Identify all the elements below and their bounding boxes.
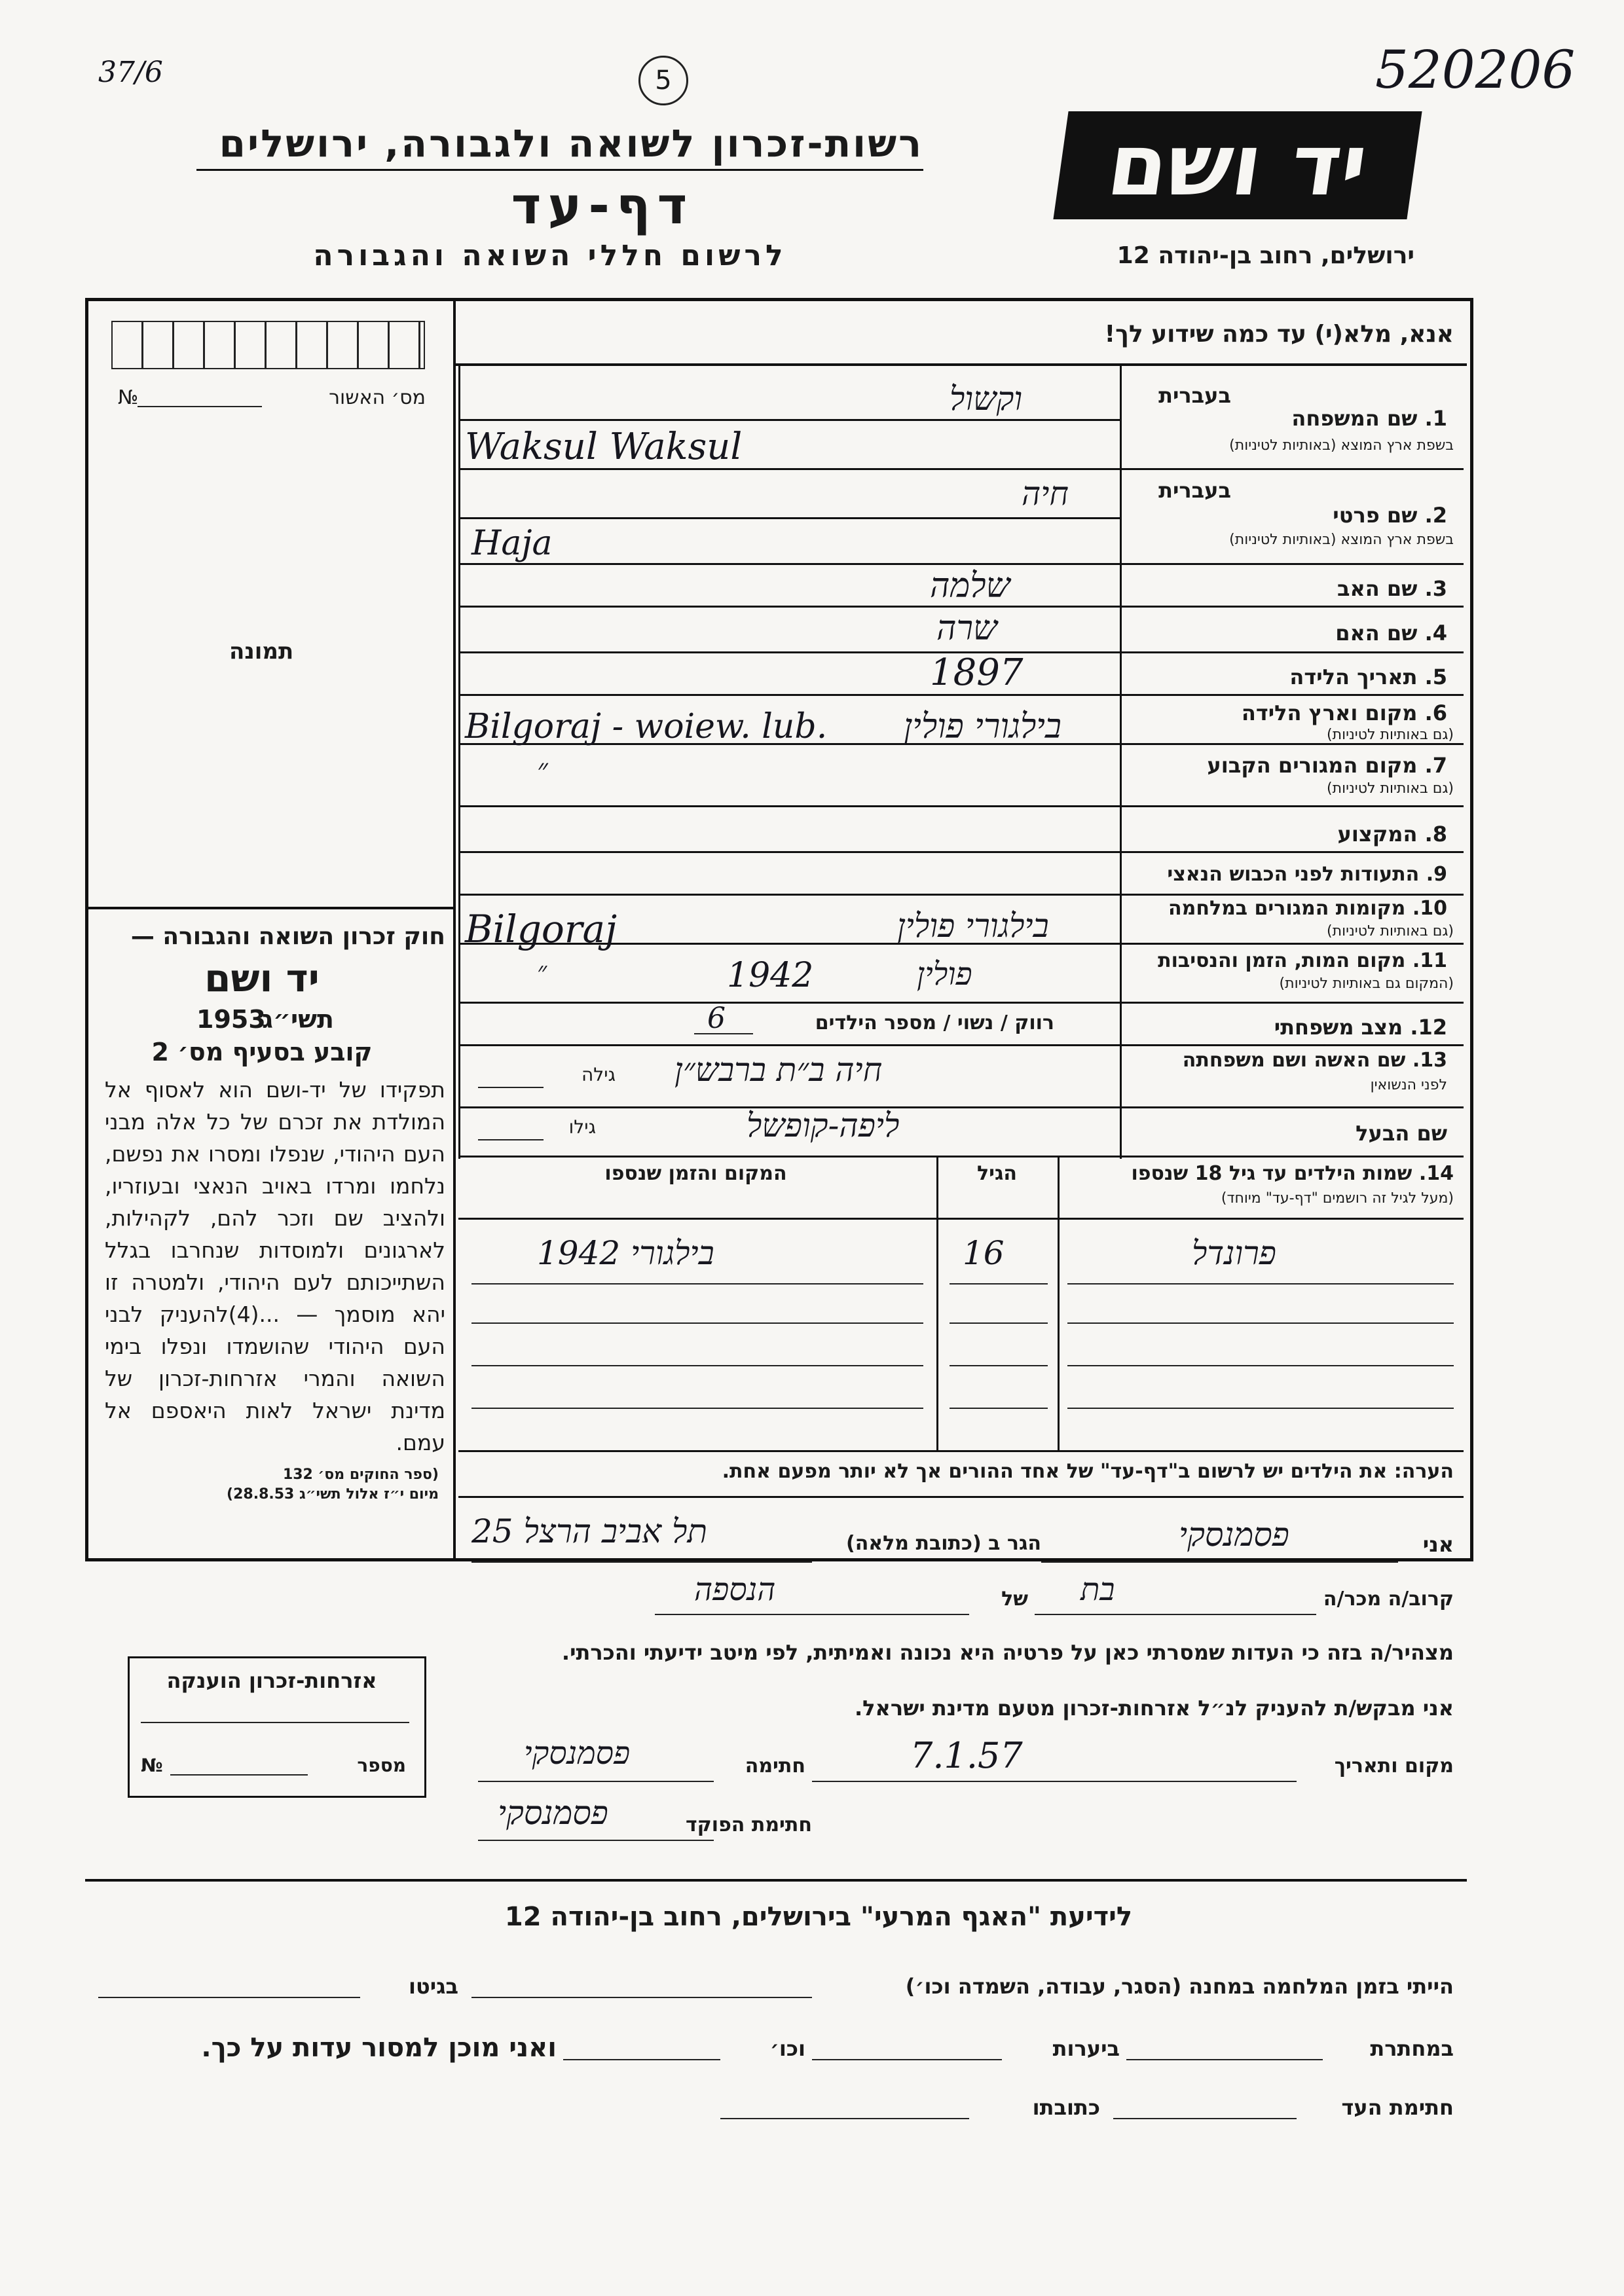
f12-label-text: מצב משפחתי	[1274, 1015, 1403, 1040]
decl-of-line	[655, 1614, 969, 1615]
child-row-line	[471, 1322, 923, 1324]
note: הערה: את הילדים יש לרשום ב"דף-עד" של אחד ההורים אך לא יותר מפעם אחת.	[722, 1460, 1454, 1483]
law-source-2: מיום י״ז אלול תשי״ג 28.8.53)	[227, 1486, 439, 1503]
law-name: יד ושם	[204, 956, 320, 1000]
f13-sub: לפני הנשואין	[1370, 1077, 1447, 1093]
value-column-left	[458, 363, 460, 1159]
child-row-line	[950, 1408, 1048, 1409]
decl-lives-label: הגר ב (כתובת מלאה)	[845, 1532, 1041, 1555]
f13-age-line	[478, 1087, 544, 1088]
footer-witness-line	[1113, 2118, 1297, 2119]
decl-address-value: תל אביב הרצל 25	[471, 1512, 707, 1550]
f11-num: 11.	[1412, 949, 1447, 972]
f10-sub: (גם באותיות לטיניות)	[1327, 923, 1454, 939]
f12-children: 6	[707, 1002, 726, 1035]
decl-i-label: אני	[1422, 1532, 1454, 1557]
photo-label: תמונה	[229, 638, 294, 665]
f7-label-text: מקום המגורים הקבוע	[1207, 753, 1418, 778]
f10-num: 10.	[1412, 897, 1447, 920]
decl-place-date-label: מקום ותאריך	[1334, 1755, 1454, 1777]
f6-value-hebrew: בילגורי פולין	[904, 707, 1061, 746]
decl-signature-label: חתימה	[745, 1755, 805, 1777]
permit-no-symbol: №	[118, 386, 139, 409]
f13-age-label: גילה	[581, 1064, 616, 1085]
f8-label-text: המקצוע	[1337, 822, 1418, 847]
f2-num: 2.	[1424, 503, 1447, 528]
f1-num: 1.	[1424, 406, 1447, 431]
f5-value: 1897	[930, 651, 1024, 694]
f12-num: 12.	[1410, 1015, 1447, 1040]
footer-notice: לידיעת "האגף המרעי" בירושלים, רחוב בן-יהודה 12	[504, 1902, 1133, 1932]
f2-label-text: שם פרטי	[1333, 503, 1418, 528]
authority-line: רשות-זכרון לשואה ולגבורה, ירושלים	[219, 121, 923, 166]
f3-value: שלמה	[930, 566, 1010, 606]
f12-children-line	[694, 1033, 753, 1034]
decl-relation-value: בת	[1080, 1571, 1115, 1608]
child-row-line	[1067, 1408, 1454, 1409]
f13-label	[1126, 1049, 1447, 1072]
children-sub: (מעל לגיל זה רושמים "דף-עד" מיוחד)	[1221, 1190, 1454, 1207]
citizenship-box-line	[141, 1722, 409, 1723]
footer-ghetto: בגיטו	[409, 1974, 458, 1999]
row-line	[458, 517, 1120, 519]
f11-value-date: 1942	[727, 956, 814, 995]
citizenship-box-title: אזרחות-זכרון הוענקה	[166, 1668, 377, 1693]
child-row-line	[1067, 1365, 1454, 1366]
row-line	[458, 805, 1464, 807]
decl-of-label: של	[1001, 1588, 1028, 1611]
tally-boxes	[111, 321, 425, 369]
f11-value-place: פולין	[917, 956, 972, 993]
f5-num: 5.	[1424, 665, 1447, 689]
f10-value-latin: Bilgoraj	[465, 907, 618, 951]
decl-relation-line	[1035, 1614, 1316, 1615]
footer-ghetto-line	[98, 1997, 360, 1998]
f6-num: 6.	[1424, 701, 1447, 725]
f8-label	[1231, 822, 1447, 847]
footer-camp-line	[471, 1997, 812, 1998]
citizenship-number-label: מספר	[357, 1755, 406, 1776]
footer-his-address: כתובתו	[1032, 2095, 1100, 2120]
f13-value: חיה ב״ת ברבש״ן	[674, 1051, 883, 1089]
children-age-header: הגיל	[977, 1162, 1017, 1185]
f13-num: 13.	[1412, 1049, 1447, 1072]
child-row-line	[471, 1283, 923, 1285]
label-column-divider	[1120, 363, 1122, 1159]
footer-etc: וכו׳	[769, 2036, 805, 2061]
row-line	[458, 851, 1464, 853]
f6-value-latin: Bilgoraj - woiew. lub.	[465, 707, 828, 746]
children-title-text: שמות הילדים עד גיל 18 שנספו	[1131, 1162, 1412, 1185]
f5-label-text: תאריך הלידה	[1289, 665, 1418, 689]
citizenship-number-line	[170, 1774, 308, 1776]
f2-label	[1231, 503, 1447, 528]
child-row-line	[950, 1365, 1048, 1366]
f4-num: 4.	[1424, 621, 1447, 646]
row-line	[458, 563, 1464, 565]
decl-i-value: פסמנסקי	[1179, 1516, 1289, 1554]
footer-witness-sig: חתימת העד	[1341, 2095, 1454, 2120]
form-subtitle: לרשום חללי השואה והגבורה	[313, 239, 787, 272]
footer-underground-line	[1126, 2059, 1323, 2060]
f5-label	[1231, 665, 1447, 689]
children-col-name	[1058, 1156, 1060, 1450]
child-row-line	[471, 1408, 923, 1409]
circled-number: 5	[638, 56, 688, 105]
f10-value-hebrew: בילגורי פולין	[897, 907, 1049, 945]
f9-num: 9.	[1426, 863, 1447, 886]
citizenship-number-symbol: №	[141, 1755, 163, 1776]
decl-statement: מצהיר/ה בזה כי העדות שמסרתי כאן על פרטיה היא נכונה ואמיתית, לפי מיטב ידיעתי והכרתי.	[561, 1640, 1454, 1665]
child-row-1-age: 16	[963, 1234, 1005, 1272]
address: ירושלים, רחוב בן-יהודה 12	[1116, 242, 1414, 269]
footer-etc-line	[563, 2059, 720, 2060]
f1-lang: בעברית	[1158, 383, 1231, 408]
f2-sub: בשפת ארץ המוצא (באותיות לטיניות)	[1229, 532, 1454, 548]
left-panel-photo-bottom	[85, 907, 455, 909]
decl-i-line	[1041, 1561, 1398, 1563]
child-row-line	[471, 1365, 923, 1366]
child-row-line	[950, 1283, 1048, 1285]
form-title: דף-עד	[511, 177, 694, 236]
law-year-civil: 1953	[196, 1005, 266, 1034]
child-row-1-place: בילגורי 1942	[537, 1234, 714, 1272]
left-panel-divider	[453, 301, 456, 1558]
husband-age-label: גילו	[568, 1116, 596, 1138]
f10-label-text: מקומות המגורים במלחמה	[1168, 897, 1406, 920]
f7-num: 7.	[1424, 753, 1447, 778]
f6-label	[1153, 701, 1447, 725]
f3-label	[1231, 576, 1447, 601]
f4-value: שרה	[936, 609, 997, 648]
children-table-bottom	[458, 1450, 1464, 1452]
footer-line1: הייתי בזמן המלחמה במחנה (הסגר, עבודה, השמדה וכו׳)	[905, 1974, 1454, 1999]
header-underline	[196, 169, 923, 171]
f12-label	[1231, 1015, 1447, 1040]
children-col-age	[936, 1156, 938, 1450]
row-line	[458, 419, 1120, 421]
f9-label	[1126, 863, 1447, 886]
decl-request: אני מבקש/ת להעניק לנ״ל אזרחות-זכרון מטעם מדינת ישראל.	[855, 1696, 1454, 1721]
children-title	[1067, 1162, 1454, 1185]
decl-signature-value: פסמנסקי	[524, 1735, 631, 1772]
f10-label	[1126, 897, 1447, 920]
children-table-top	[458, 1156, 1464, 1157]
husband-value: ליפה-קופשל	[747, 1106, 900, 1144]
f11-label	[1126, 949, 1447, 972]
f3-label-text: שם האב	[1337, 576, 1418, 601]
row-line	[458, 1044, 1464, 1046]
record-number: 520206	[1375, 39, 1576, 100]
decl-signature-line	[478, 1781, 714, 1782]
f11-value-ditto: ״	[537, 957, 547, 987]
f6-label-text: מקום וארץ הלידה	[1241, 701, 1418, 725]
decl-date-value: 7.1.57	[910, 1735, 1023, 1776]
f8-num: 8.	[1424, 822, 1447, 847]
row-line	[458, 1002, 1464, 1004]
f4-label	[1231, 621, 1447, 646]
child-row-line	[950, 1322, 1048, 1324]
f7-sub: (גם באותיות לטיניות)	[1327, 780, 1454, 797]
f9-label-text: התעודות לפני הכבוש הנאצי	[1167, 863, 1420, 886]
f12-options: רווק / נשוי / מספר הילדים	[815, 1011, 1054, 1034]
f7-value: ״	[537, 753, 548, 786]
footer-rule	[85, 1879, 1467, 1882]
permit-label: מס׳ האשור	[329, 386, 426, 409]
row-line	[458, 468, 1464, 470]
f4-label-text: שם האם	[1335, 621, 1418, 646]
f11-label-text: מקום המות, הזמן והנסיבות	[1158, 949, 1406, 972]
f2-value-latin: Haja	[471, 524, 553, 563]
child-row-line	[1067, 1322, 1454, 1324]
children-num: 14.	[1418, 1162, 1454, 1185]
decl-relation-label: קרוב/ה מכר/ה	[1323, 1588, 1454, 1611]
child-row-line	[1067, 1283, 1454, 1285]
footer-address-line	[720, 2118, 969, 2119]
row-line	[458, 894, 1464, 896]
row-line	[458, 1106, 1464, 1108]
f2-value-hebrew: חיה	[1022, 475, 1069, 513]
f3-num: 3.	[1424, 576, 1447, 601]
decl-officer-line	[478, 1840, 714, 1841]
law-title: חוק זכרון השואה והגבורה —	[130, 923, 445, 950]
footer-underground: במחתרת	[1370, 2036, 1454, 2061]
husband-label: שם הבעל	[1356, 1121, 1447, 1146]
decl-officer-label: חתימת הפוקד	[686, 1813, 812, 1836]
children-header-rule	[458, 1218, 1464, 1220]
decl-address-line	[471, 1561, 812, 1563]
children-place-header: המקום והזמן שנספו	[604, 1162, 787, 1185]
row-line	[458, 606, 1464, 608]
f6-sub: (גם באותיות לטיניות)	[1327, 727, 1454, 743]
child-row-1-name: פרונדל	[1192, 1234, 1277, 1272]
husband-age-line	[478, 1139, 544, 1140]
law-text: תפקידו של יד-ושם הוא לאסוף אל המולדת את זכרם של כל אלה מבני העם היהודי, שנפלו ומסרו את נפשם, נלחמו ומרדו באויב הנאצי ובעוזריו, ולהציב שם וזכר להם, לקהילות, לארגונים ולמוסדות שנחרבו בגלל השתייכותם לעם היהודי, ולמטרה זו יהא מוסמך — ...(4)להעניק לבני העם היהודי שהושמדו ונפלו בימי השואה והמרי אזרחות-זכרון של מדינת ישראל לאות היאספם אל עמם.	[105, 1077, 445, 1455]
note-rule	[458, 1496, 1464, 1498]
footer-forests-line	[812, 2059, 1002, 2060]
footer-forests: ביערות	[1052, 2036, 1120, 2061]
decl-officer-signature: פסמנסקי	[498, 1794, 608, 1832]
f1-label-text: שם המשפחה	[1291, 406, 1418, 431]
instruction-rule	[455, 363, 1467, 366]
f2-lang: בעברית	[1158, 478, 1231, 503]
permit-line	[138, 406, 262, 407]
law-clause: קובע בסעיף מס׳ 2	[151, 1038, 373, 1066]
instruction: אנא, מלא(י) עד כמה שידוע לך!	[1104, 321, 1454, 348]
f11-sub: (המקום גם באותיות לטיניות)	[1279, 975, 1454, 992]
f1-value-latin: Waksul Waksul	[465, 426, 743, 468]
f1-value-hebrew: וקשול	[950, 380, 1023, 418]
decl-date-line	[812, 1781, 1297, 1782]
footer-ready: ואני מוכן למסור עדות על כך.	[201, 2033, 557, 2063]
f7-label	[1153, 753, 1447, 778]
corner-note: 37/6	[98, 56, 163, 89]
law-year-hebrew: תשי״ג	[262, 1005, 334, 1034]
f1-sub: בשפת ארץ המוצא (באותיות לטיניות)	[1229, 437, 1454, 454]
f1-label	[1231, 406, 1447, 431]
decl-of-value: הנספה	[694, 1571, 776, 1608]
yad-vashem-logo: יד ושם	[1053, 111, 1422, 219]
row-line	[458, 694, 1464, 696]
f13-label-text: שם האשה ושם משפחתה	[1182, 1049, 1406, 1072]
law-source-1: (ספר החוקים מס׳ 132	[282, 1467, 439, 1483]
